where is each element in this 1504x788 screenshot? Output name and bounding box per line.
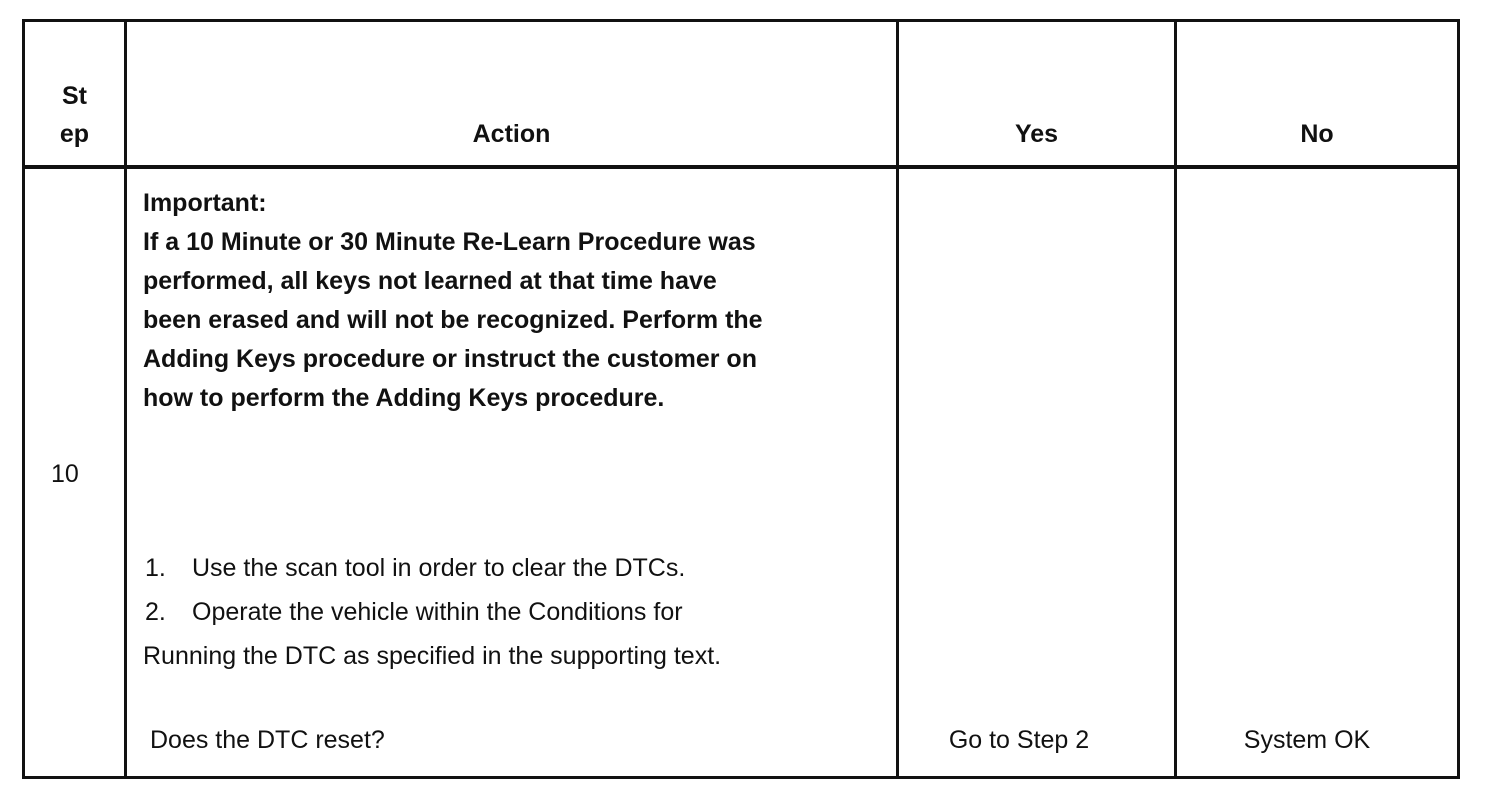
step-text: Operate the vehicle within the Conditions for xyxy=(192,598,683,626)
important-line: If a 10 Minute or 30 Minute Re-Learn Procedure was xyxy=(143,228,756,256)
question-text: Does the DTC reset? xyxy=(150,726,385,754)
header-action: Action xyxy=(472,120,551,148)
header-step xyxy=(25,77,124,153)
step-index: 2. xyxy=(145,598,166,626)
step-text: Use the scan tool in order to clear the DTCs. xyxy=(192,554,686,582)
important-line: been erased and will not be recognized. Perform the xyxy=(143,306,763,334)
important-label: Important: xyxy=(143,189,267,217)
header-step-line2: ep xyxy=(59,120,90,148)
step-continuation: Running the DTC as specified in the supporting text. xyxy=(143,642,722,670)
header-yes: Yes xyxy=(1014,120,1059,148)
header-step-line1: St xyxy=(62,82,87,110)
header-divider xyxy=(22,165,1460,169)
procedure-steps xyxy=(143,546,721,678)
important-note xyxy=(143,184,763,418)
header-no: No xyxy=(1300,120,1334,148)
important-line: Adding Keys procedure or instruct the customer on xyxy=(143,345,757,373)
step-number: 10 xyxy=(51,460,79,488)
step-index: 1. xyxy=(145,554,166,582)
no-outcome: System OK xyxy=(1243,726,1371,754)
procedure-step-2 xyxy=(143,590,721,634)
yes-outcome: Go to Step 2 xyxy=(948,726,1090,754)
important-line: how to perform the Adding Keys procedure. xyxy=(143,384,665,412)
important-line: performed, all keys not learned at that time have xyxy=(143,267,717,295)
procedure-step-1 xyxy=(143,546,721,590)
